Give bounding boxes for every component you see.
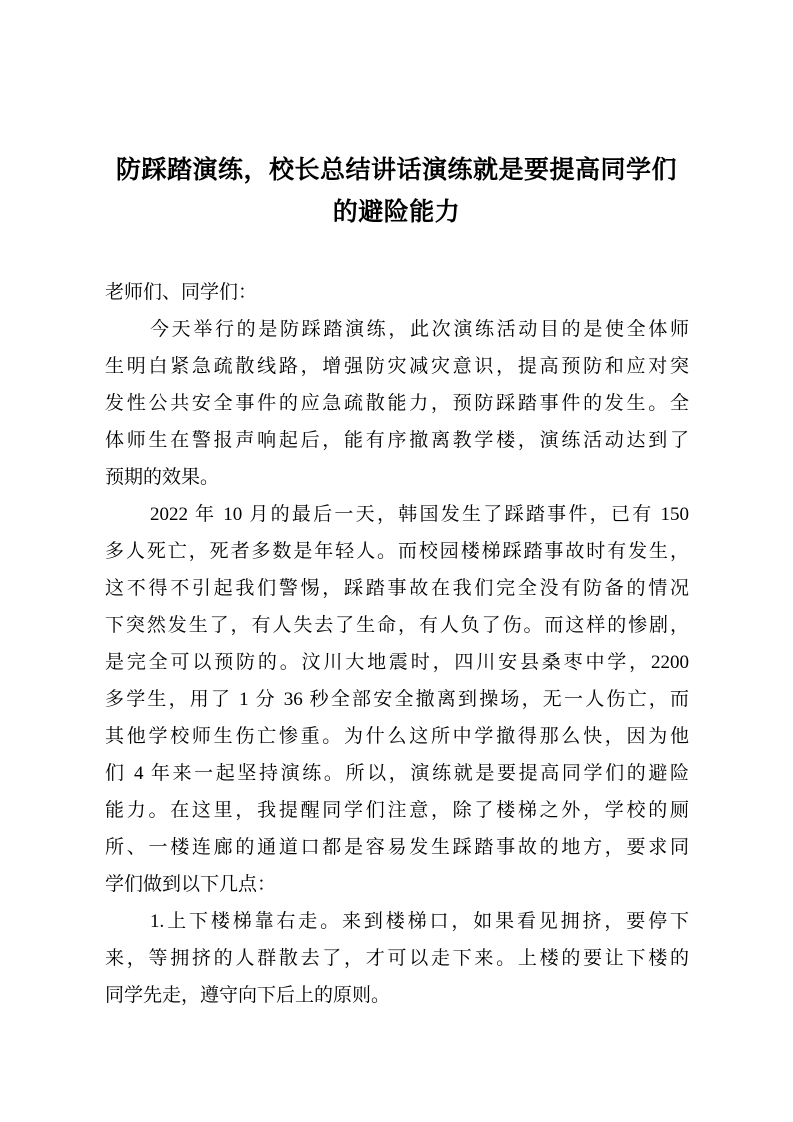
body-line: 是完全可以预防的。汶川大地震时，四川安县桑枣中学，2200 [105, 652, 689, 673]
document-body [105, 274, 689, 1014]
body-line: 体师生在警报声响起后，能有序撤离教学楼，演练活动达到了 [105, 430, 689, 451]
body-line: 学们做到以下几点： [105, 874, 277, 895]
body-line: 下突然发生了，有人失去了生命，有人负了伤。而这样的惨剧， [105, 615, 689, 636]
body-line: 其他学校师生伤亡惨重。为什么这所中学撤得那么快，因为他 [105, 726, 689, 747]
body-line: 今天举行的是防踩踏演练，此次演练活动目的是使全体师 [150, 319, 689, 340]
body-line: 预期的效果。 [105, 467, 220, 488]
body-line: 这不得不引起我们警惕，踩踏事故在我们完全没有防备的情况 [105, 578, 689, 599]
body-line: 们 4 年来一起坚持演练。所以，演练就是要提高同学们的避险 [105, 763, 689, 784]
body-line: 多学生，用了 1 分 36 秒全部安全撤离到操场，无一人伤亡，而 [105, 689, 689, 710]
body-line: 来，等拥挤的人群散去了，才可以走下来。上楼的要让下楼的 [105, 948, 689, 969]
body-line: 所、一楼连廊的通道口都是容易发生踩踏事故的地方，要求同 [105, 837, 689, 858]
body-line: 多人死亡，死者多数是年轻人。而校园楼梯踩踏事故时有发生， [105, 541, 689, 562]
salutation-line: 老师们、同学们： [105, 282, 258, 303]
body-line: 同学先走，遵守向下后上的原则。 [105, 985, 391, 1006]
body-line: 发性公共安全事件的应急疏散能力，预防踩踏事件的发生。全 [105, 393, 689, 414]
body-line: 能力。在这里，我提醒同学们注意，除了楼梯之外，学校的厕 [105, 800, 689, 821]
title-line-2: 的避险能力 [332, 199, 461, 226]
title-line-1: 防踩踏演练，校长总结讲话演练就是要提高同学们 [115, 157, 677, 184]
document-title [0, 0, 793, 234]
body-line: 生明白紧急疏散线路，增强防灾减灾意识，提高预防和应对突 [105, 356, 689, 377]
body-line: 2022 年 10 月的最后一天，韩国发生了踩踏事件，已有 150 [150, 504, 689, 525]
body-line: 1.上下楼梯靠右走。来到楼梯口，如果看见拥挤，要停下 [150, 911, 689, 932]
